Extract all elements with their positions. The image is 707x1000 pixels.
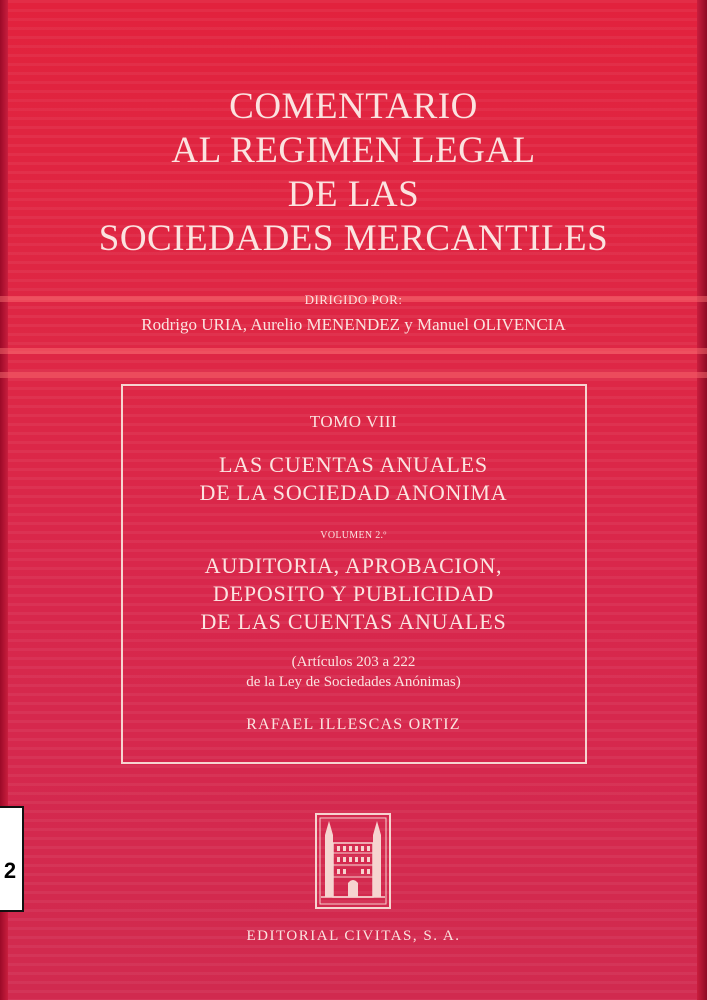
directors: Rodrigo URIA, Aurelio MENENDEZ y Manuel OLIVENCIA xyxy=(141,315,566,334)
title-line-1: COMENTARIO xyxy=(229,86,478,127)
volumen-label: VOLUMEN 2.º xyxy=(320,530,387,541)
tomo-label: TOMO VIII xyxy=(309,412,398,431)
library-label-number: 2 xyxy=(3,858,17,883)
subtitle-line-2: DE LA SOCIEDAD ANONIMA xyxy=(199,480,508,505)
cover-stripe xyxy=(0,348,707,354)
publisher-emblem-icon xyxy=(315,813,391,909)
articles-line-1: (Artículos 203 a 222 xyxy=(291,654,416,670)
directed-by-label: DIRIGIDO POR: xyxy=(304,292,403,307)
volume-title-line-2: DEPOSITO Y PUBLICIDAD xyxy=(212,581,495,606)
publisher-name: EDITORIAL CIVITAS, S. A. xyxy=(246,928,461,944)
title-line-2: AL REGIMEN LEGAL xyxy=(171,130,536,171)
volume-title-line-3: DE LAS CUENTAS ANUALES xyxy=(200,609,507,634)
articles-line-2: de la Ley de Sociedades Anónimas) xyxy=(246,674,461,690)
volume-title-line-1: AUDITORIA, APROBACION, xyxy=(204,553,503,578)
subtitle-line-1: LAS CUENTAS ANUALES xyxy=(219,452,488,477)
author-name: RAFAEL ILLESCAS ORTIZ xyxy=(246,716,461,733)
title-line-3: DE LAS xyxy=(287,174,420,215)
cover-stripe xyxy=(0,372,707,378)
title-line-4: SOCIEDADES MERCANTILES xyxy=(98,218,609,259)
